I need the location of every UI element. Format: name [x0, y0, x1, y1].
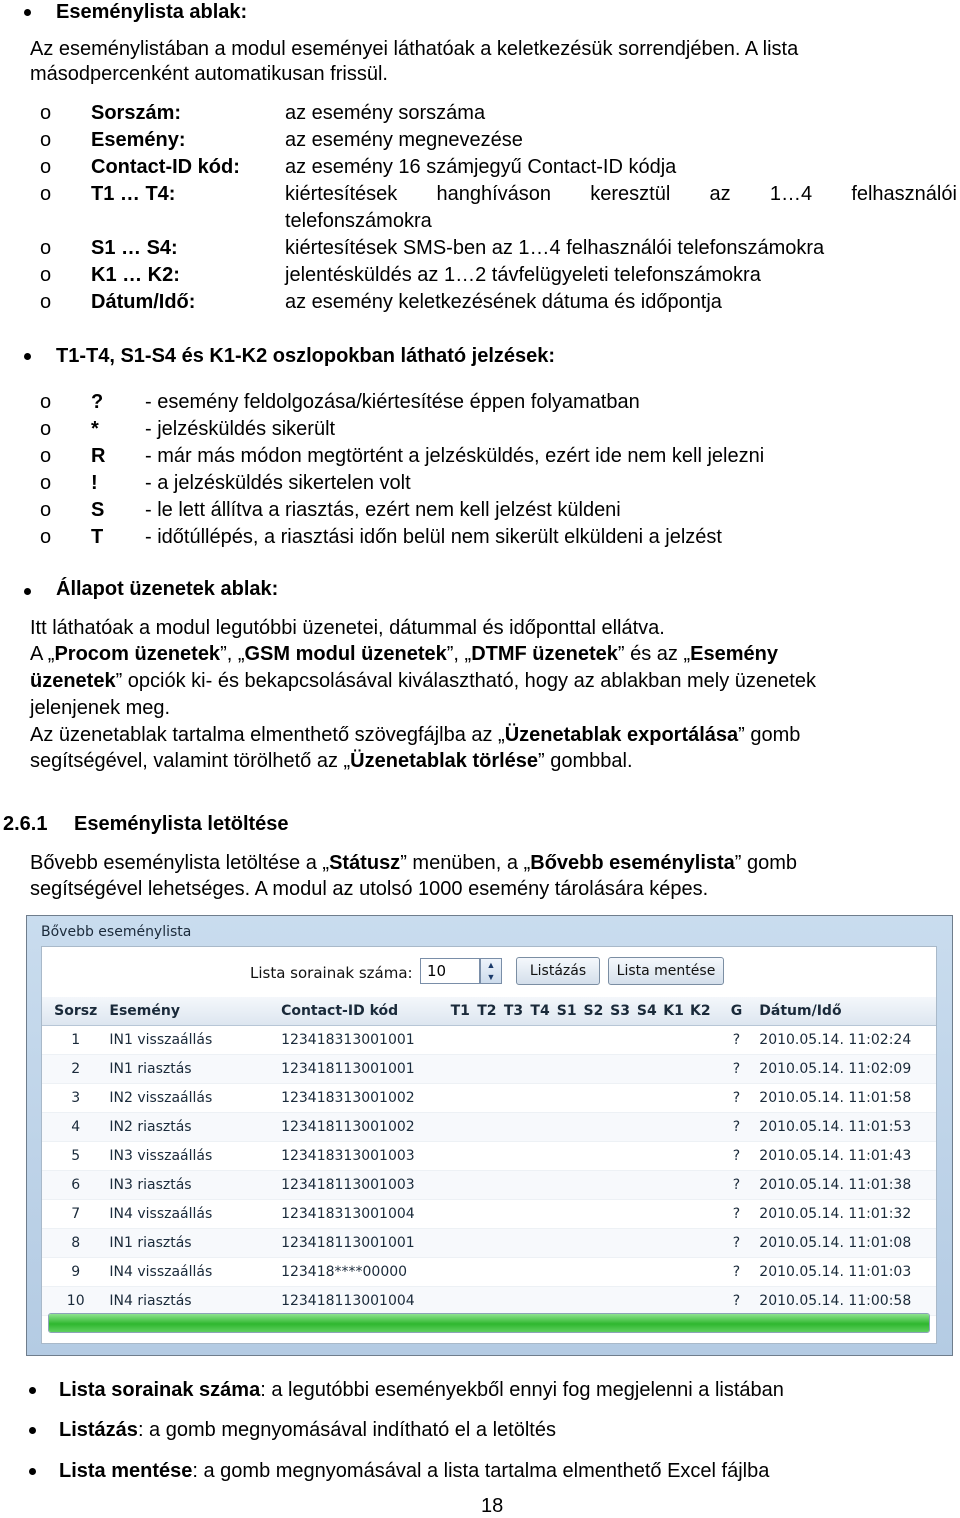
intro-line-2: másodpercenként automatikusan frissül. — [30, 63, 388, 85]
table-cell — [580, 1026, 607, 1055]
table-cell — [633, 1200, 660, 1229]
signal-symbol: T — [91, 526, 104, 548]
bullet — [24, 588, 31, 595]
table-cell: ? — [714, 1229, 760, 1258]
event-table — [42, 997, 936, 1316]
table-cell: 9 — [42, 1258, 109, 1287]
table-cell — [474, 1026, 501, 1055]
table-cell — [447, 1229, 474, 1258]
field-description: az esemény megnevezése — [285, 129, 523, 151]
table-cell: 123418313001003 — [281, 1142, 447, 1171]
table-cell — [687, 1055, 714, 1084]
column-header[interactable]: T2 — [474, 997, 501, 1026]
status-paragraph-2-line-2: üzenetek” opciók ki- és bekapcsolásával kiválasztható, hogy az ablakban mely üzenetek — [30, 670, 816, 692]
list-marker: o — [40, 445, 52, 467]
table-cell — [447, 1055, 474, 1084]
signal-description: - jelzésküldés sikerült — [145, 418, 336, 440]
table-cell — [553, 1171, 580, 1200]
list-marker: o — [40, 418, 52, 440]
table-cell — [553, 1084, 580, 1113]
field-name: Contact-ID kód: — [91, 156, 240, 178]
column-header[interactable]: K2 — [687, 997, 714, 1026]
table-cell — [687, 1026, 714, 1055]
rows-count-input[interactable]: 10 — [420, 958, 480, 984]
field-name: Esemény: — [91, 129, 186, 151]
field-description-cont: telefonszámokra — [285, 210, 432, 232]
window-toolbar — [42, 947, 936, 997]
table-cell — [633, 1055, 660, 1084]
table-cell — [474, 1113, 501, 1142]
table-cell: IN3 visszaállás — [109, 1142, 281, 1171]
table-cell — [580, 1287, 607, 1316]
button-description — [59, 1419, 556, 1442]
table-cell — [633, 1084, 660, 1113]
button-description-text: : a legutóbbi eseményekből ennyi fog megjelenni a listában — [260, 1379, 784, 1401]
table-cell — [607, 1084, 634, 1113]
bullet — [29, 1468, 36, 1475]
table-cell — [527, 1084, 554, 1113]
signal-description: - le lett állítva a riasztás, ezért nem kell jelzést küldeni — [145, 499, 621, 521]
table-cell — [527, 1258, 554, 1287]
field-description: az esemény 16 számjegyű Contact-ID kódja — [285, 156, 677, 178]
table-cell — [607, 1229, 634, 1258]
table-row[interactable] — [42, 1026, 936, 1055]
table-cell — [474, 1258, 501, 1287]
extended-event-list-window — [26, 915, 953, 1356]
table-cell — [527, 1287, 554, 1316]
table-row[interactable] — [42, 1287, 936, 1316]
rows-count-label: Lista sorainak száma: — [250, 964, 413, 982]
table-cell — [660, 1055, 687, 1084]
table-cell — [500, 1287, 527, 1316]
table-cell — [527, 1142, 554, 1171]
table-cell: IN1 riasztás — [109, 1229, 281, 1258]
list-button[interactable]: Listázás — [516, 957, 600, 985]
table-cell — [500, 1200, 527, 1229]
table-cell: 8 — [42, 1229, 109, 1258]
signal-description: - esemény feldolgozása/kiértesítése éppen folyamatban — [145, 391, 640, 413]
table-cell: 2010.05.14. 11:01:32 — [759, 1200, 936, 1229]
table-cell — [447, 1142, 474, 1171]
table-cell — [553, 1055, 580, 1084]
table-cell — [500, 1142, 527, 1171]
table-cell — [660, 1084, 687, 1113]
table-cell — [474, 1055, 501, 1084]
column-header[interactable]: S1 — [553, 997, 580, 1026]
table-cell — [447, 1084, 474, 1113]
table-cell — [527, 1171, 554, 1200]
table-cell — [660, 1229, 687, 1258]
table-cell: ? — [714, 1055, 760, 1084]
table-cell — [500, 1084, 527, 1113]
table-cell: ? — [714, 1084, 760, 1113]
table-cell: 10 — [42, 1287, 109, 1316]
button-name: Lista sorainak száma — [59, 1379, 261, 1401]
intro-line-1: Az eseménylistában a modul eseményei láthatóak a keletkezésük sorrendjében. A lista — [30, 38, 799, 60]
table-cell — [580, 1200, 607, 1229]
signal-symbol: * — [91, 418, 99, 440]
bullet — [29, 1387, 36, 1394]
field-name: S1 … S4: — [91, 237, 178, 259]
table-cell — [633, 1229, 660, 1258]
field-name: T1 … T4: — [91, 183, 176, 205]
table-cell: IN2 visszaállás — [109, 1084, 281, 1113]
column-header[interactable]: T1 — [447, 997, 474, 1026]
field-name: Sorszám: — [91, 102, 182, 124]
table-cell — [580, 1055, 607, 1084]
field-description: kiértesítések hanghíváson keresztül az 1…4 felhasználói — [285, 183, 957, 205]
button-name: Listázás — [59, 1419, 138, 1441]
list-marker: o — [40, 237, 52, 259]
table-cell: 123418113001002 — [281, 1113, 447, 1142]
table-cell — [687, 1171, 714, 1200]
table-cell — [553, 1229, 580, 1258]
table-cell — [580, 1171, 607, 1200]
table-cell: IN1 riasztás — [109, 1055, 281, 1084]
list-marker: o — [40, 102, 52, 124]
table-cell: 123418113001001 — [281, 1055, 447, 1084]
table-cell: ? — [714, 1287, 760, 1316]
section-heading-event-list: Eseménylista ablak: — [56, 1, 248, 23]
signal-symbol: S — [91, 499, 105, 521]
rows-count-spinner[interactable] — [480, 958, 502, 984]
table-cell — [553, 1258, 580, 1287]
table-cell — [607, 1026, 634, 1055]
table-cell: 2010.05.14. 11:01:58 — [759, 1084, 936, 1113]
table-cell — [660, 1113, 687, 1142]
signal-description: - már más módon megtörtént a jelzésküldés, ezért ide nem kell jelezni — [145, 445, 765, 467]
table-cell — [580, 1142, 607, 1171]
table-cell: 2010.05.14. 11:02:24 — [759, 1026, 936, 1055]
table-cell — [474, 1142, 501, 1171]
column-header[interactable]: G — [714, 997, 760, 1026]
table-cell — [607, 1200, 634, 1229]
table-cell: 1 — [42, 1026, 109, 1055]
table-cell: ? — [714, 1171, 760, 1200]
spin-down-icon[interactable]: ▼ — [486, 972, 496, 982]
table-cell — [447, 1287, 474, 1316]
table-cell: IN3 riasztás — [109, 1171, 281, 1200]
table-cell — [500, 1113, 527, 1142]
button-name: Lista mentése — [59, 1460, 193, 1482]
column-header[interactable]: S2 — [580, 997, 607, 1026]
table-cell: 123418113001004 — [281, 1287, 447, 1316]
table-row[interactable] — [42, 1171, 936, 1200]
table-cell — [527, 1026, 554, 1055]
table-cell — [607, 1113, 634, 1142]
status-paragraph-1: Itt láthatóak a modul legutóbbi üzenetei, dátummal és időponttal ellátva. — [30, 617, 665, 639]
table-cell: 4 — [42, 1113, 109, 1142]
table-cell — [580, 1258, 607, 1287]
table-cell — [687, 1142, 714, 1171]
table-cell: 2010.05.14. 11:01:38 — [759, 1171, 936, 1200]
field-description: az esemény keletkezésének dátuma és időpontja — [285, 291, 722, 313]
table-cell — [607, 1287, 634, 1316]
list-marker: o — [40, 472, 52, 494]
field-description: az esemény sorszáma — [285, 102, 486, 124]
list-marker: o — [40, 264, 52, 286]
table-row[interactable] — [42, 1113, 936, 1142]
column-header[interactable]: S3 — [607, 997, 634, 1026]
column-header[interactable]: T4 — [527, 997, 554, 1026]
status-paragraph-2-line-3: jelenjenek meg. — [30, 697, 171, 719]
table-cell: 123418****00000 — [281, 1258, 447, 1287]
table-cell — [580, 1084, 607, 1113]
table-cell: 123418113001001 — [281, 1229, 447, 1258]
field-description: jelentésküldés az 1…2 távfelügyeleti telefonszámokra — [285, 264, 761, 286]
list-marker: o — [40, 291, 52, 313]
subsection-number: 2.6.1 — [3, 813, 48, 835]
bullet — [24, 9, 31, 16]
table-cell — [660, 1200, 687, 1229]
status-paragraph-2-line-1: A „Procom üzenetek”, „GSM modul üzenetek”, „DTMF üzenetek” és az „Esemény — [30, 643, 778, 665]
window-content — [41, 946, 937, 1344]
table-cell — [580, 1229, 607, 1258]
table-cell — [633, 1258, 660, 1287]
table-row[interactable] — [42, 1142, 936, 1171]
table-cell: 2010.05.14. 11:01:08 — [759, 1229, 936, 1258]
list-marker: o — [40, 391, 52, 413]
table-cell: 2010.05.14. 11:01:43 — [759, 1142, 936, 1171]
list-marker: o — [40, 526, 52, 548]
table-cell — [500, 1258, 527, 1287]
download-paragraph-line-1: Bővebb eseménylista letöltése a „Státusz” menüben, a „Bővebb eseménylista” gomb — [30, 852, 798, 874]
table-cell — [687, 1258, 714, 1287]
column-header[interactable]: T3 — [500, 997, 527, 1026]
column-header[interactable]: Contact-ID kód — [281, 997, 447, 1026]
table-cell — [527, 1200, 554, 1229]
table-cell — [447, 1113, 474, 1142]
table-cell: ? — [714, 1200, 760, 1229]
table-cell: IN4 riasztás — [109, 1287, 281, 1316]
table-cell: 2 — [42, 1055, 109, 1084]
section-heading-signals: T1-T4, S1-S4 és K1-K2 oszlopokban látható jelzések: — [56, 345, 556, 367]
status-paragraph-3-line-1: Az üzenetablak tartalma elmenthető szövegfájlba az „Üzenetablak exportálása” gomb — [30, 724, 801, 746]
table-cell: 2010.05.14. 11:01:03 — [759, 1258, 936, 1287]
table-cell: ? — [714, 1113, 760, 1142]
progress-bar — [48, 1313, 930, 1333]
button-description — [59, 1460, 769, 1483]
table-row[interactable] — [42, 1055, 936, 1084]
table-cell — [553, 1287, 580, 1316]
table-cell — [660, 1258, 687, 1287]
table-cell — [687, 1084, 714, 1113]
section-heading-status: Állapot üzenetek ablak: — [56, 578, 279, 600]
table-cell: IN4 visszaállás — [109, 1258, 281, 1287]
bullet — [24, 353, 31, 360]
table-cell: IN1 visszaállás — [109, 1026, 281, 1055]
button-description-text: : a gomb megnyomásával indítható el a letöltés — [137, 1419, 556, 1441]
table-cell: 6 — [42, 1171, 109, 1200]
progress-fill — [49, 1314, 929, 1332]
table-row[interactable] — [42, 1258, 936, 1287]
column-header[interactable]: Sorsz — [42, 997, 109, 1026]
table-cell — [447, 1026, 474, 1055]
table-cell: 2010.05.14. 11:00:58 — [759, 1287, 936, 1316]
table-cell — [553, 1113, 580, 1142]
table-row[interactable] — [42, 1084, 936, 1113]
table-cell — [500, 1229, 527, 1258]
signal-symbol: ! — [91, 472, 98, 494]
table-cell — [474, 1171, 501, 1200]
signal-symbol: ? — [91, 391, 104, 413]
list-marker: o — [40, 156, 52, 178]
table-cell — [474, 1287, 501, 1316]
table-cell — [607, 1171, 634, 1200]
table-cell: 123418113001003 — [281, 1171, 447, 1200]
table-cell — [660, 1142, 687, 1171]
table-cell — [500, 1171, 527, 1200]
table-cell — [633, 1113, 660, 1142]
table-cell — [553, 1142, 580, 1171]
table-cell — [527, 1113, 554, 1142]
table-row[interactable] — [42, 1229, 936, 1258]
table-cell — [500, 1026, 527, 1055]
save-list-button[interactable]: Lista mentése — [608, 957, 724, 985]
table-cell: ? — [714, 1142, 760, 1171]
table-cell — [474, 1200, 501, 1229]
table-cell — [527, 1229, 554, 1258]
signal-description: - időtúllépés, a riasztási időn belül nem sikerült elküldeni a jelzést — [145, 526, 722, 548]
table-cell — [553, 1200, 580, 1229]
table-cell: 123418313001001 — [281, 1026, 447, 1055]
table-cell — [660, 1026, 687, 1055]
table-cell — [660, 1171, 687, 1200]
table-cell — [687, 1113, 714, 1142]
column-header[interactable]: K1 — [660, 997, 687, 1026]
list-marker: o — [40, 499, 52, 521]
table-cell — [500, 1055, 527, 1084]
table-cell — [633, 1026, 660, 1055]
table-cell: ? — [714, 1026, 760, 1055]
field-description: kiértesítések SMS-ben az 1…4 felhasználói telefonszámokra — [285, 237, 825, 259]
table-cell — [687, 1229, 714, 1258]
subsection-title: Eseménylista letöltése — [74, 813, 289, 835]
table-row[interactable] — [42, 1200, 936, 1229]
table-cell — [474, 1229, 501, 1258]
signal-description: - a jelzésküldés sikertelen volt — [145, 472, 411, 494]
column-header[interactable]: S4 — [633, 997, 660, 1026]
table-cell — [527, 1055, 554, 1084]
table-cell — [474, 1084, 501, 1113]
table-cell — [607, 1055, 634, 1084]
table-cell: 123418313001002 — [281, 1084, 447, 1113]
table-cell — [447, 1200, 474, 1229]
signal-symbol: R — [91, 445, 106, 467]
table-cell — [447, 1171, 474, 1200]
download-paragraph-line-2: segítségével lehetséges. A modul az utolsó 1000 esemény tárolására képes. — [30, 878, 709, 900]
table-cell — [580, 1113, 607, 1142]
field-name: Dátum/Idő: — [91, 291, 196, 313]
button-description — [59, 1379, 784, 1402]
column-header[interactable]: Esemény — [109, 997, 281, 1026]
table-cell: 3 — [42, 1084, 109, 1113]
column-header[interactable]: Dátum/Idő — [759, 997, 936, 1026]
table-cell — [633, 1171, 660, 1200]
table-cell — [687, 1287, 714, 1316]
table-cell: 123418313001004 — [281, 1200, 447, 1229]
table-cell: 7 — [42, 1200, 109, 1229]
button-description-text: : a gomb megnyomásával a lista tartalma elmenthető Excel fájlba — [192, 1460, 770, 1482]
table-cell: IN4 visszaállás — [109, 1200, 281, 1229]
table-cell — [447, 1258, 474, 1287]
table-cell: IN2 riasztás — [109, 1113, 281, 1142]
table-cell — [553, 1026, 580, 1055]
table-cell — [607, 1258, 634, 1287]
spin-up-icon[interactable]: ▲ — [486, 960, 496, 970]
table-cell — [633, 1142, 660, 1171]
field-name: K1 … K2: — [91, 264, 180, 286]
window-title: Bővebb eseménylista — [41, 924, 192, 940]
table-cell — [607, 1142, 634, 1171]
bullet — [29, 1427, 36, 1434]
list-marker: o — [40, 183, 52, 205]
table-cell — [633, 1287, 660, 1316]
table-cell: 2010.05.14. 11:02:09 — [759, 1055, 936, 1084]
status-paragraph-3-line-2: segítségével, valamint törölhető az „Üzenetablak törlése” gombbal. — [30, 750, 633, 772]
table-cell: 5 — [42, 1142, 109, 1171]
table-cell — [660, 1287, 687, 1316]
page-number: 18 — [481, 1495, 504, 1517]
table-cell — [687, 1200, 714, 1229]
list-marker: o — [40, 129, 52, 151]
table-cell: ? — [714, 1258, 760, 1287]
table-cell: 2010.05.14. 11:01:53 — [759, 1113, 936, 1142]
